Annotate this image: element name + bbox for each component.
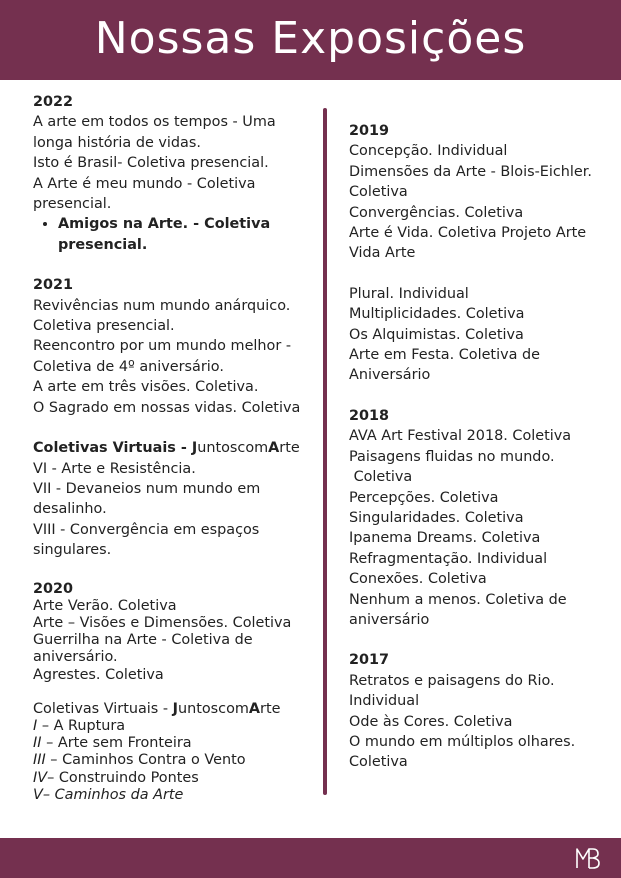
left-column <box>33 92 308 804</box>
exhibition-item: VII - Devaneios num mundo em desalinho. <box>33 480 261 518</box>
year-2022: 2022 <box>33 94 74 110</box>
exhibition-item: Dimensões da Arte - Blois-Eichler. Coletiva <box>349 163 592 201</box>
exhibition-item: Refragmentação. Individual <box>349 550 548 567</box>
exhibition-item: Os Alquimistas. Coletiva <box>349 326 524 343</box>
exhibition-item: Reencontro por um mundo melhor - Coletiva de 4º aniversário. <box>33 338 292 375</box>
year-2017: 2017 <box>349 652 390 669</box>
exhibition-item: III – Caminhos Contra o Vento <box>33 752 246 769</box>
exhibition-item: Revivências num mundo anárquico. Coletiva presencial. <box>33 297 291 335</box>
exhibition-item: Concepção. Individual <box>349 143 508 160</box>
page-header <box>0 0 621 80</box>
exhibition-item: Agrestes. Coletiva <box>33 666 164 683</box>
exhibition-item: Arte Verão. Coletiva <box>33 597 177 614</box>
exhibition-item: Nenhum a menos. Coletiva de aniversário <box>349 591 567 628</box>
exhibition-item: Ipanema Dreams. Coletiva <box>349 530 541 547</box>
exhibition-item: Paisagens fluidas no mundo. <box>349 448 555 465</box>
exhibition-item: Singularidades. Coletiva <box>349 509 524 526</box>
exhibition-item: Retratos e paisagens do Rio. Individual <box>349 672 555 710</box>
virtual-heading: Coletivas Virtuais - JuntoscomArte <box>33 700 281 717</box>
exhibition-item: Arte – Visões e Dimensões. Coletiva <box>33 614 292 631</box>
exhibition-item: Conexões. Coletiva <box>349 571 487 588</box>
right-column <box>349 121 611 773</box>
page-title: Nossas Exposições <box>94 12 527 64</box>
mb-logo-icon <box>575 846 601 870</box>
exhibition-item: Isto é Brasil- Coletiva presencial. <box>33 155 269 172</box>
exhibition-item: Multiplicidades. Coletiva <box>349 306 525 323</box>
exhibition-item: VI - Arte e Resistência. <box>33 460 196 477</box>
year-2019: 2019 <box>349 123 390 139</box>
exhibition-item: O mundo em múltiplos olhares. Coletiva <box>349 733 576 771</box>
exhibition-item: O Sagrado em nossas vidas. Coletiva <box>33 399 301 416</box>
exhibition-item: Arte é Vida. Coletiva Projeto Arte Vida Arte <box>349 225 587 262</box>
exhibition-item: II – Arte sem Fronteira <box>33 735 192 752</box>
column-divider <box>323 108 327 795</box>
virtual-heading: Coletivas Virtuais - JuntoscomArte <box>33 440 300 457</box>
exhibition-item: Percepções. Coletiva <box>349 489 499 506</box>
exhibition-item: A arte em todos os tempos - Uma longa história de vidas. <box>33 114 276 151</box>
exhibition-item: Arte em Festa. Coletiva de Aniversário <box>349 347 540 384</box>
page-footer <box>0 838 621 878</box>
exhibition-item: AVA Art Festival 2018. Coletiva <box>349 428 572 445</box>
bullet-list <box>33 214 308 255</box>
bullet-item: • Amigos na Arte. - Coletiva presencial. <box>58 214 308 255</box>
exhibition-item: Ode às Cores. Coletiva <box>349 713 513 730</box>
year-2018: 2018 <box>349 407 390 424</box>
year-2021: 2021 <box>33 277 74 294</box>
exhibition-item: A Arte é meu mundo - Coletiva presencial. <box>33 175 256 213</box>
exhibition-item: VIII - Convergência em espaços singulares. <box>33 521 260 559</box>
exhibition-item: V– Caminhos da Arte <box>33 786 184 803</box>
exhibition-item: Coletiva <box>349 469 413 486</box>
year-2020: 2020 <box>33 580 74 597</box>
exhibition-item: A arte em três visões. Coletiva. <box>33 379 259 396</box>
exhibition-item: Guerrilha na Arte - Coletiva de aniversário. <box>33 632 253 666</box>
exhibition-item: I – A Ruptura <box>33 717 126 734</box>
exhibition-item: Convergências. Coletiva <box>349 204 524 221</box>
exhibition-item: IV– Construindo Pontes <box>33 769 199 786</box>
exhibition-item: Plural. Individual <box>349 285 469 302</box>
